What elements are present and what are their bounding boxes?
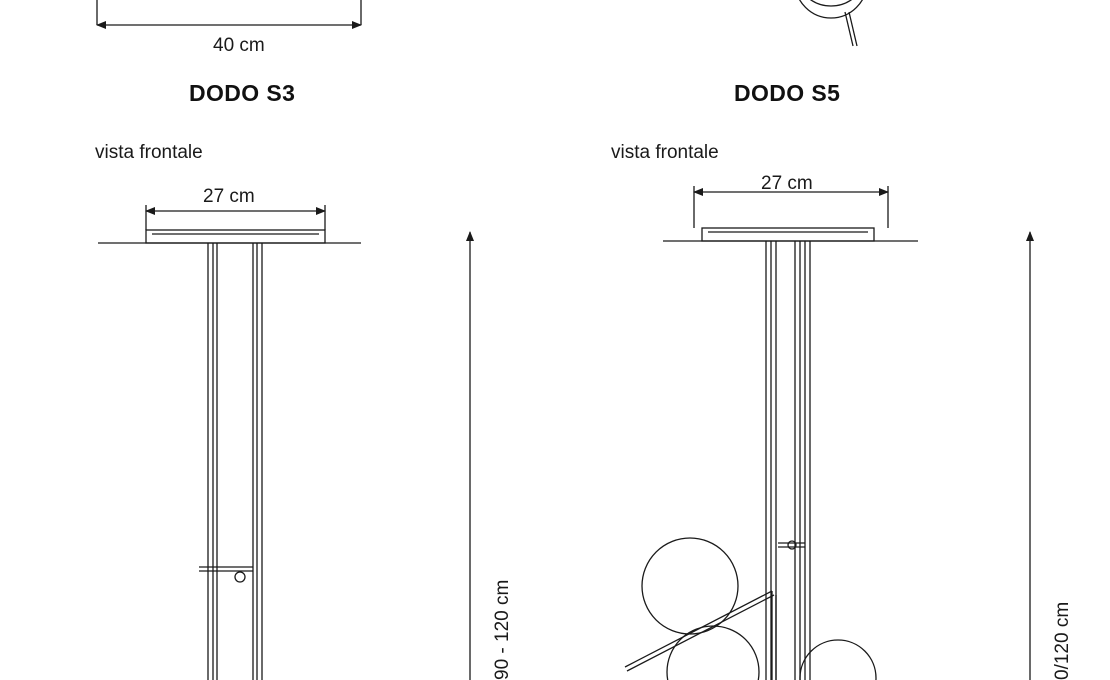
right-front-width-label: 27 cm [761, 173, 813, 194]
right-model-title: DODO S5 [734, 80, 841, 106]
right-sphere-cluster [625, 538, 876, 680]
left-top-width-dimension [97, 0, 361, 25]
left-suspension-rods [208, 243, 262, 680]
left-height-label: 90 - 120 cm [492, 579, 513, 680]
left-front-width-label: 27 cm [203, 186, 255, 207]
left-arm-detail [199, 567, 253, 582]
right-top-view-fragment [795, 0, 867, 46]
left-front-width-dimension [146, 205, 325, 230]
left-model-title: DODO S3 [189, 80, 296, 106]
right-ceiling-and-canopy [663, 228, 918, 241]
left-top-width-label: 40 cm [213, 35, 265, 56]
right-view-label: vista frontale [611, 142, 719, 163]
right-height-label: 0/120 cm [1052, 601, 1073, 680]
left-view-label: vista frontale [95, 142, 203, 163]
left-ceiling-and-canopy [98, 230, 361, 243]
